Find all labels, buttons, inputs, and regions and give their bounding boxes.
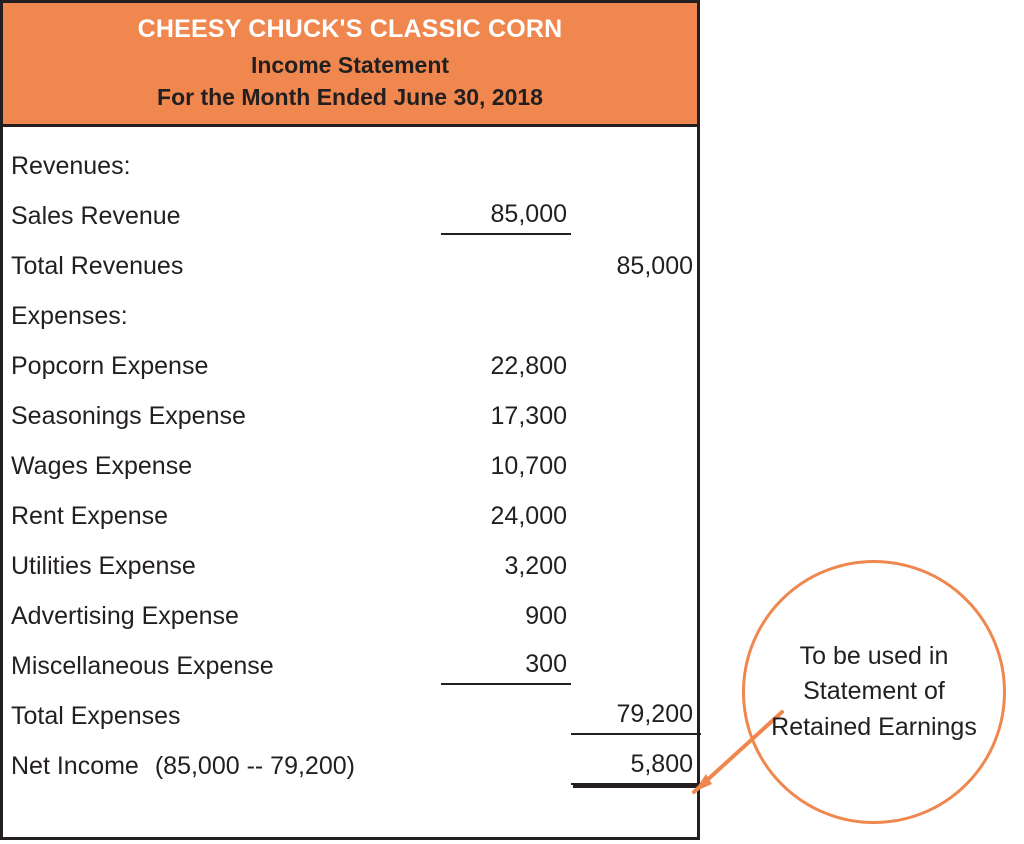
row-amount (441, 179, 571, 185)
table-row (3, 485, 697, 535)
row-total: 85,000 (616, 252, 693, 281)
table-row (3, 335, 697, 385)
row-amount: 17,300 (490, 402, 567, 431)
row-label: Total Expenses (11, 702, 181, 731)
table-row (3, 135, 697, 185)
callout-bubble (742, 560, 1006, 824)
table-row (3, 535, 697, 585)
row-amount: 900 (525, 602, 567, 631)
row-amount: 3,200 (504, 552, 567, 581)
row-total (571, 579, 701, 585)
row-label: Seasonings Expense (11, 402, 246, 431)
row-label: Popcorn Expense (11, 352, 209, 381)
row-label: Expenses: (11, 302, 128, 331)
row-label: Rent Expense (11, 502, 169, 531)
row-amount: 10,700 (490, 452, 567, 481)
statement-period: For the Month Ended June 30, 2018 (157, 83, 543, 110)
table-row (3, 435, 697, 485)
row-total (571, 679, 701, 685)
row-amount: 85,000 (441, 202, 571, 235)
row-label: Advertising Expense (11, 602, 239, 631)
table-row (3, 385, 697, 435)
statement-rows (3, 127, 697, 785)
row-total (571, 479, 701, 485)
row-total (571, 179, 701, 185)
row-total (571, 629, 701, 635)
table-row (3, 635, 697, 685)
table-row (3, 185, 697, 235)
row-label (3, 754, 441, 785)
row-amount (441, 779, 571, 785)
table-row (3, 685, 697, 735)
row-label: Miscellaneous Expense (11, 652, 274, 681)
row-label: Sales Revenue (11, 202, 181, 231)
company-name: CHEESY CHUCK'S CLASSIC CORN (137, 15, 563, 43)
row-label: Wages Expense (11, 452, 193, 481)
row-label: Utilities Expense (11, 552, 196, 581)
row-label: Total Revenues (11, 252, 184, 281)
row-total (571, 329, 701, 335)
row-total (571, 229, 701, 235)
row-amount (441, 729, 571, 735)
row-amount: 24,000 (490, 502, 567, 531)
row-amount (441, 329, 571, 335)
row-total: 5,800 (571, 752, 701, 785)
row-total: 79,200 (571, 702, 701, 735)
statement-title: Income Statement (250, 51, 450, 78)
row-total (571, 429, 701, 435)
row-label: Revenues: (11, 152, 131, 181)
table-row (3, 235, 697, 285)
row-total (571, 379, 701, 385)
row-total (571, 529, 701, 535)
row-amount: 22,800 (490, 352, 567, 381)
table-row (3, 585, 697, 635)
table-row (3, 285, 697, 335)
net-income-label: Net Income (11, 752, 139, 781)
row-amount (441, 279, 571, 285)
row-amount: 300 (441, 652, 571, 685)
table-row-net-income (3, 735, 697, 785)
statement-header (3, 3, 697, 127)
net-income-calculation: (85,000 -- 79,200) (154, 752, 355, 781)
callout-text: To be used in Statement of Retained Earnings (771, 641, 977, 741)
